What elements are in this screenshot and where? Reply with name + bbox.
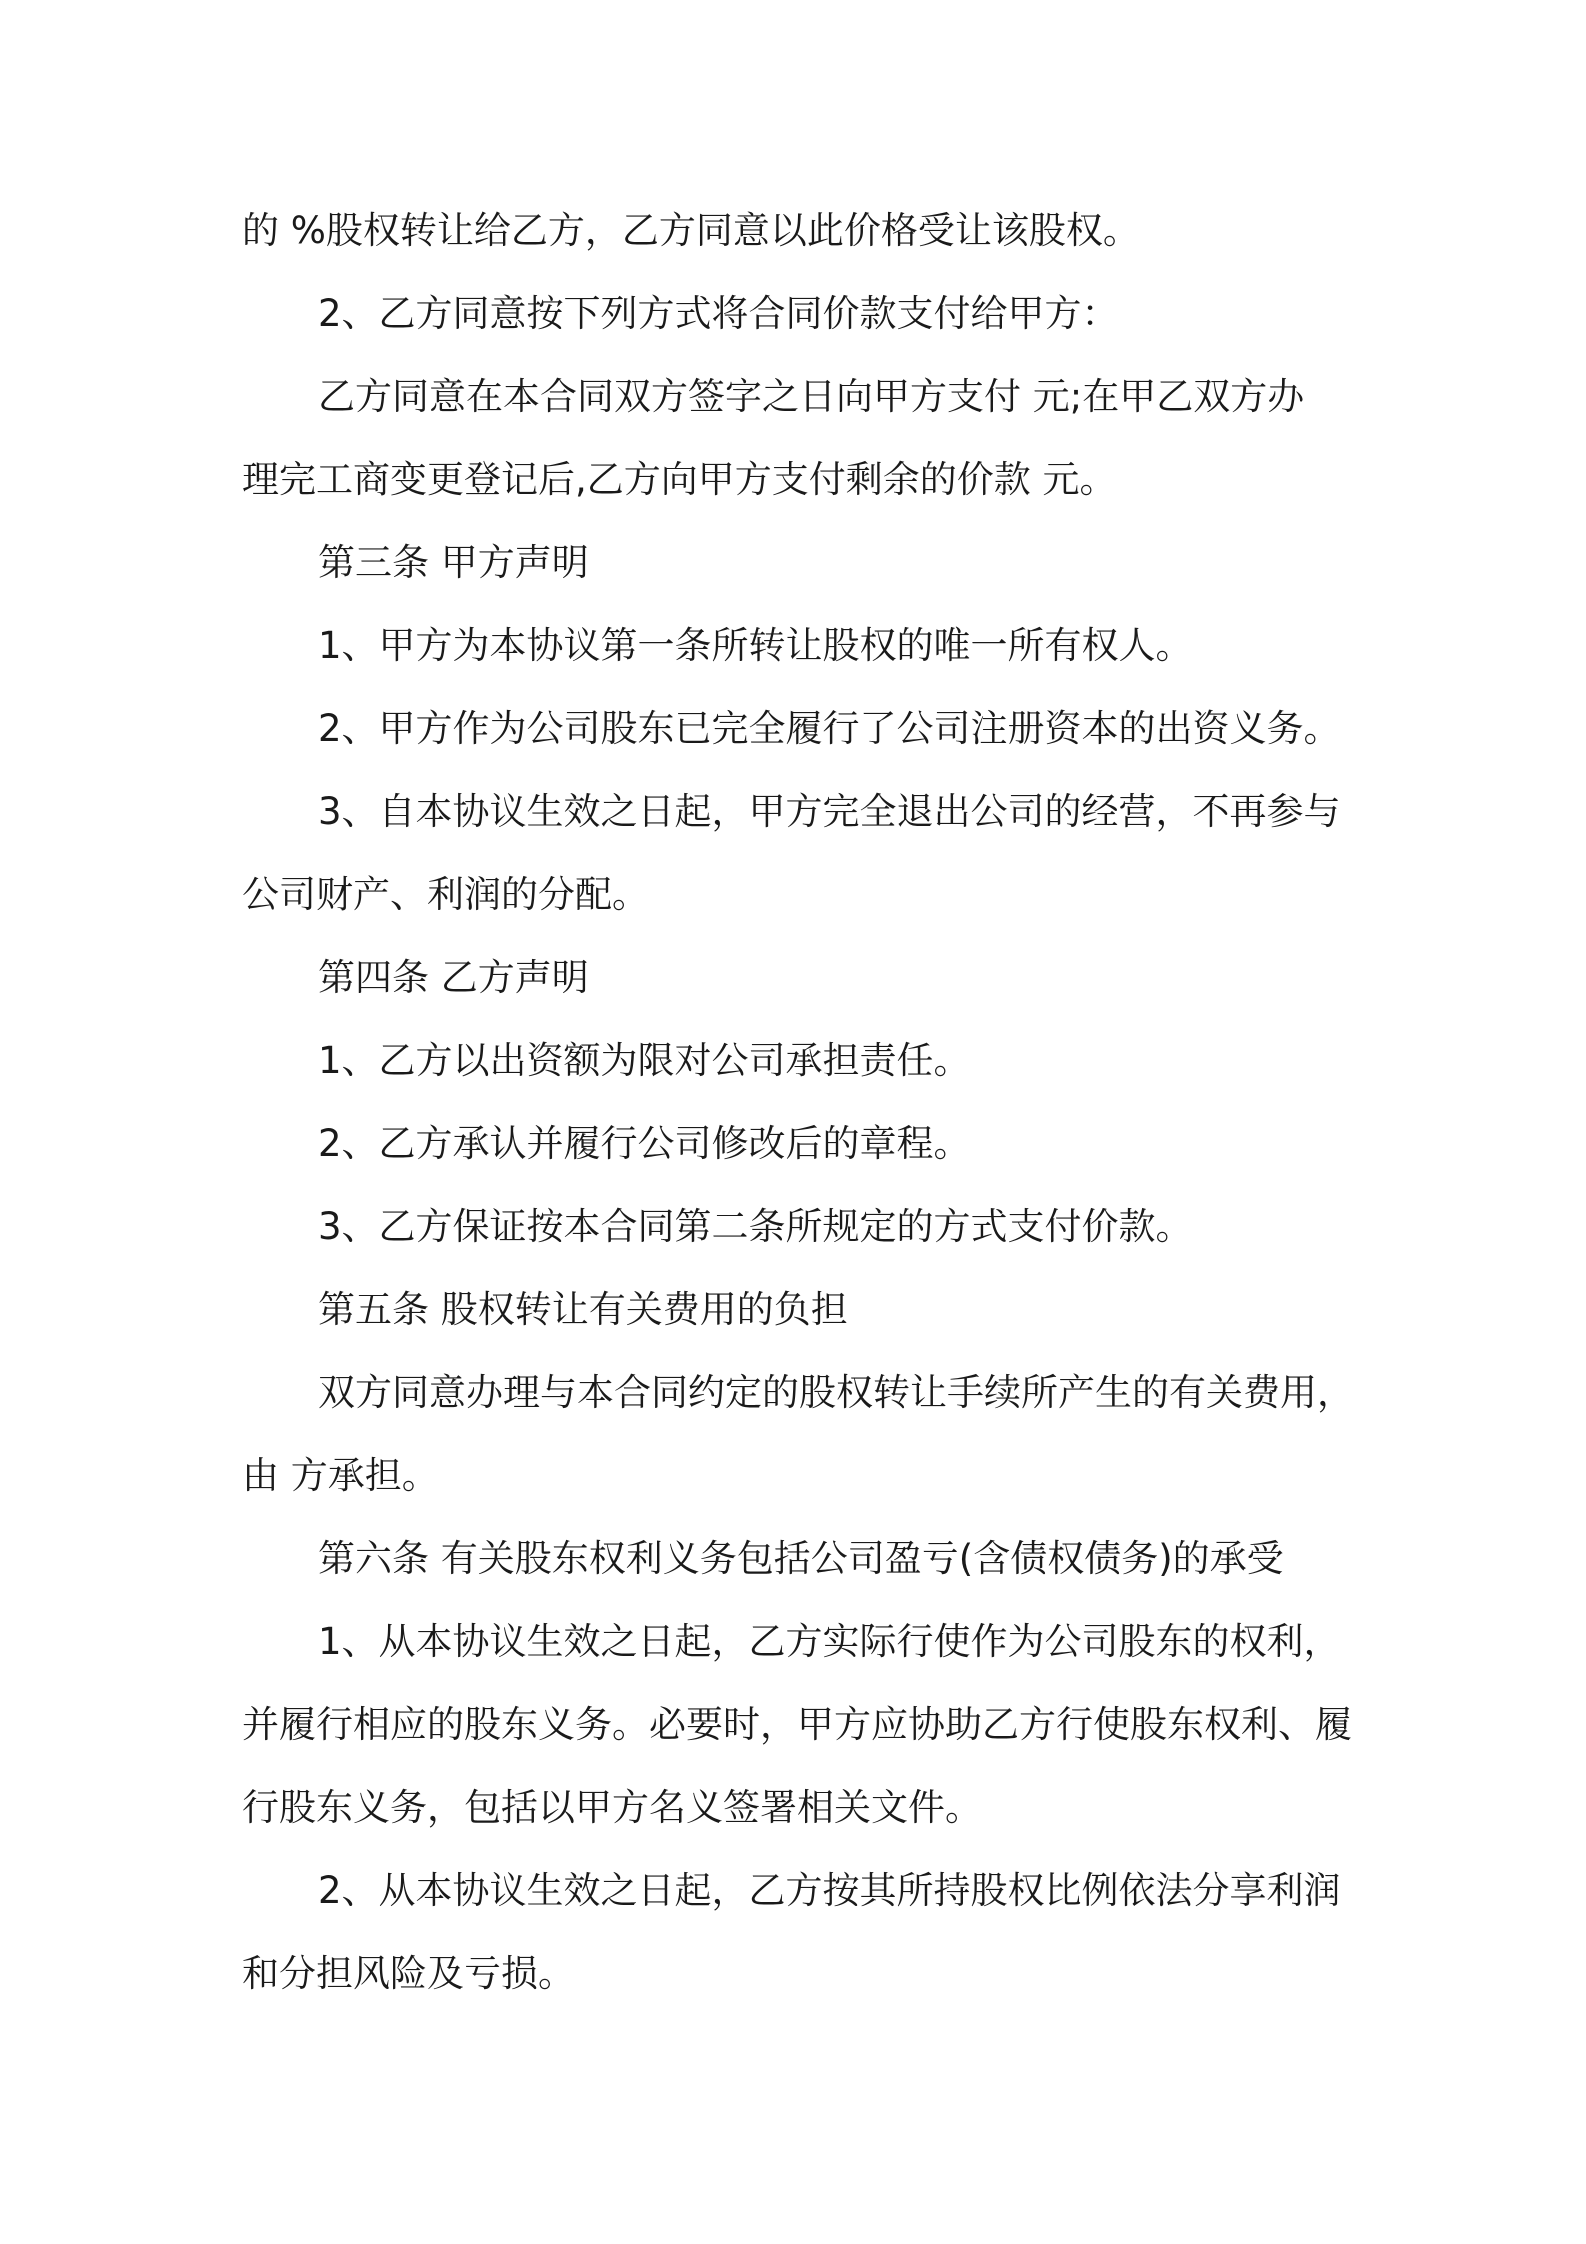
paragraph-line: 公司财产、利润的分配。 bbox=[242, 873, 649, 916]
paragraph-line: 和分担风险及亏损。 bbox=[242, 1952, 575, 1995]
paragraph-line: 2、乙方承认并履行公司修改后的章程。 bbox=[318, 1122, 971, 1165]
paragraph-line: 1、乙方以出资额为限对公司承担责任。 bbox=[318, 1039, 971, 1082]
paragraph-line: 理完工商变更登记后,乙方向甲方支付剩余的价款 元。 bbox=[242, 458, 1117, 501]
paragraph-line: 2、从本协议生效之日起，乙方按其所持股权比例依法分享利润 bbox=[318, 1869, 1341, 1912]
paragraph-line: 1、甲方为本协议第一条所转让股权的唯一所有权人。 bbox=[318, 624, 1193, 667]
paragraph-line: 2、甲方作为公司股东已完全履行了公司注册资本的出资义务。 bbox=[318, 707, 1341, 750]
section-heading: 第六条 有关股东权利义务包括公司盈亏(含债权债务)的承受 bbox=[318, 1537, 1284, 1580]
section-heading: 第五条 股权转让有关费用的负担 bbox=[318, 1288, 848, 1331]
paragraph-line: 并履行相应的股东义务。必要时，甲方应协助乙方行使股东权利、履 bbox=[242, 1703, 1352, 1746]
paragraph-line: 行股东义务，包括以甲方名义签署相关文件。 bbox=[242, 1786, 982, 1829]
paragraph-line: 由 方承担。 bbox=[242, 1454, 439, 1497]
paragraph-line: 1、从本协议生效之日起，乙方实际行使作为公司股东的权利， bbox=[318, 1620, 1341, 1663]
paragraph-line: 3、自本协议生效之日起，甲方完全退出公司的经营，不再参与 bbox=[318, 790, 1341, 833]
section-heading: 第三条 甲方声明 bbox=[318, 541, 589, 584]
paragraph-line: 乙方同意在本合同双方签字之日向甲方支付 元;在甲乙双方办 bbox=[318, 375, 1305, 418]
paragraph-line: 2、乙方同意按下列方式将合同价款支付给甲方： bbox=[318, 292, 1119, 335]
paragraph-line: 的 %股权转让给乙方，乙方同意以此价格受让该股权。 bbox=[242, 209, 1140, 252]
paragraph-line: 双方同意办理与本合同约定的股权转让手续所产生的有关费用， bbox=[318, 1371, 1354, 1414]
section-heading: 第四条 乙方声明 bbox=[318, 956, 589, 999]
paragraph-line: 3、乙方保证按本合同第二条所规定的方式支付价款。 bbox=[318, 1205, 1193, 1248]
